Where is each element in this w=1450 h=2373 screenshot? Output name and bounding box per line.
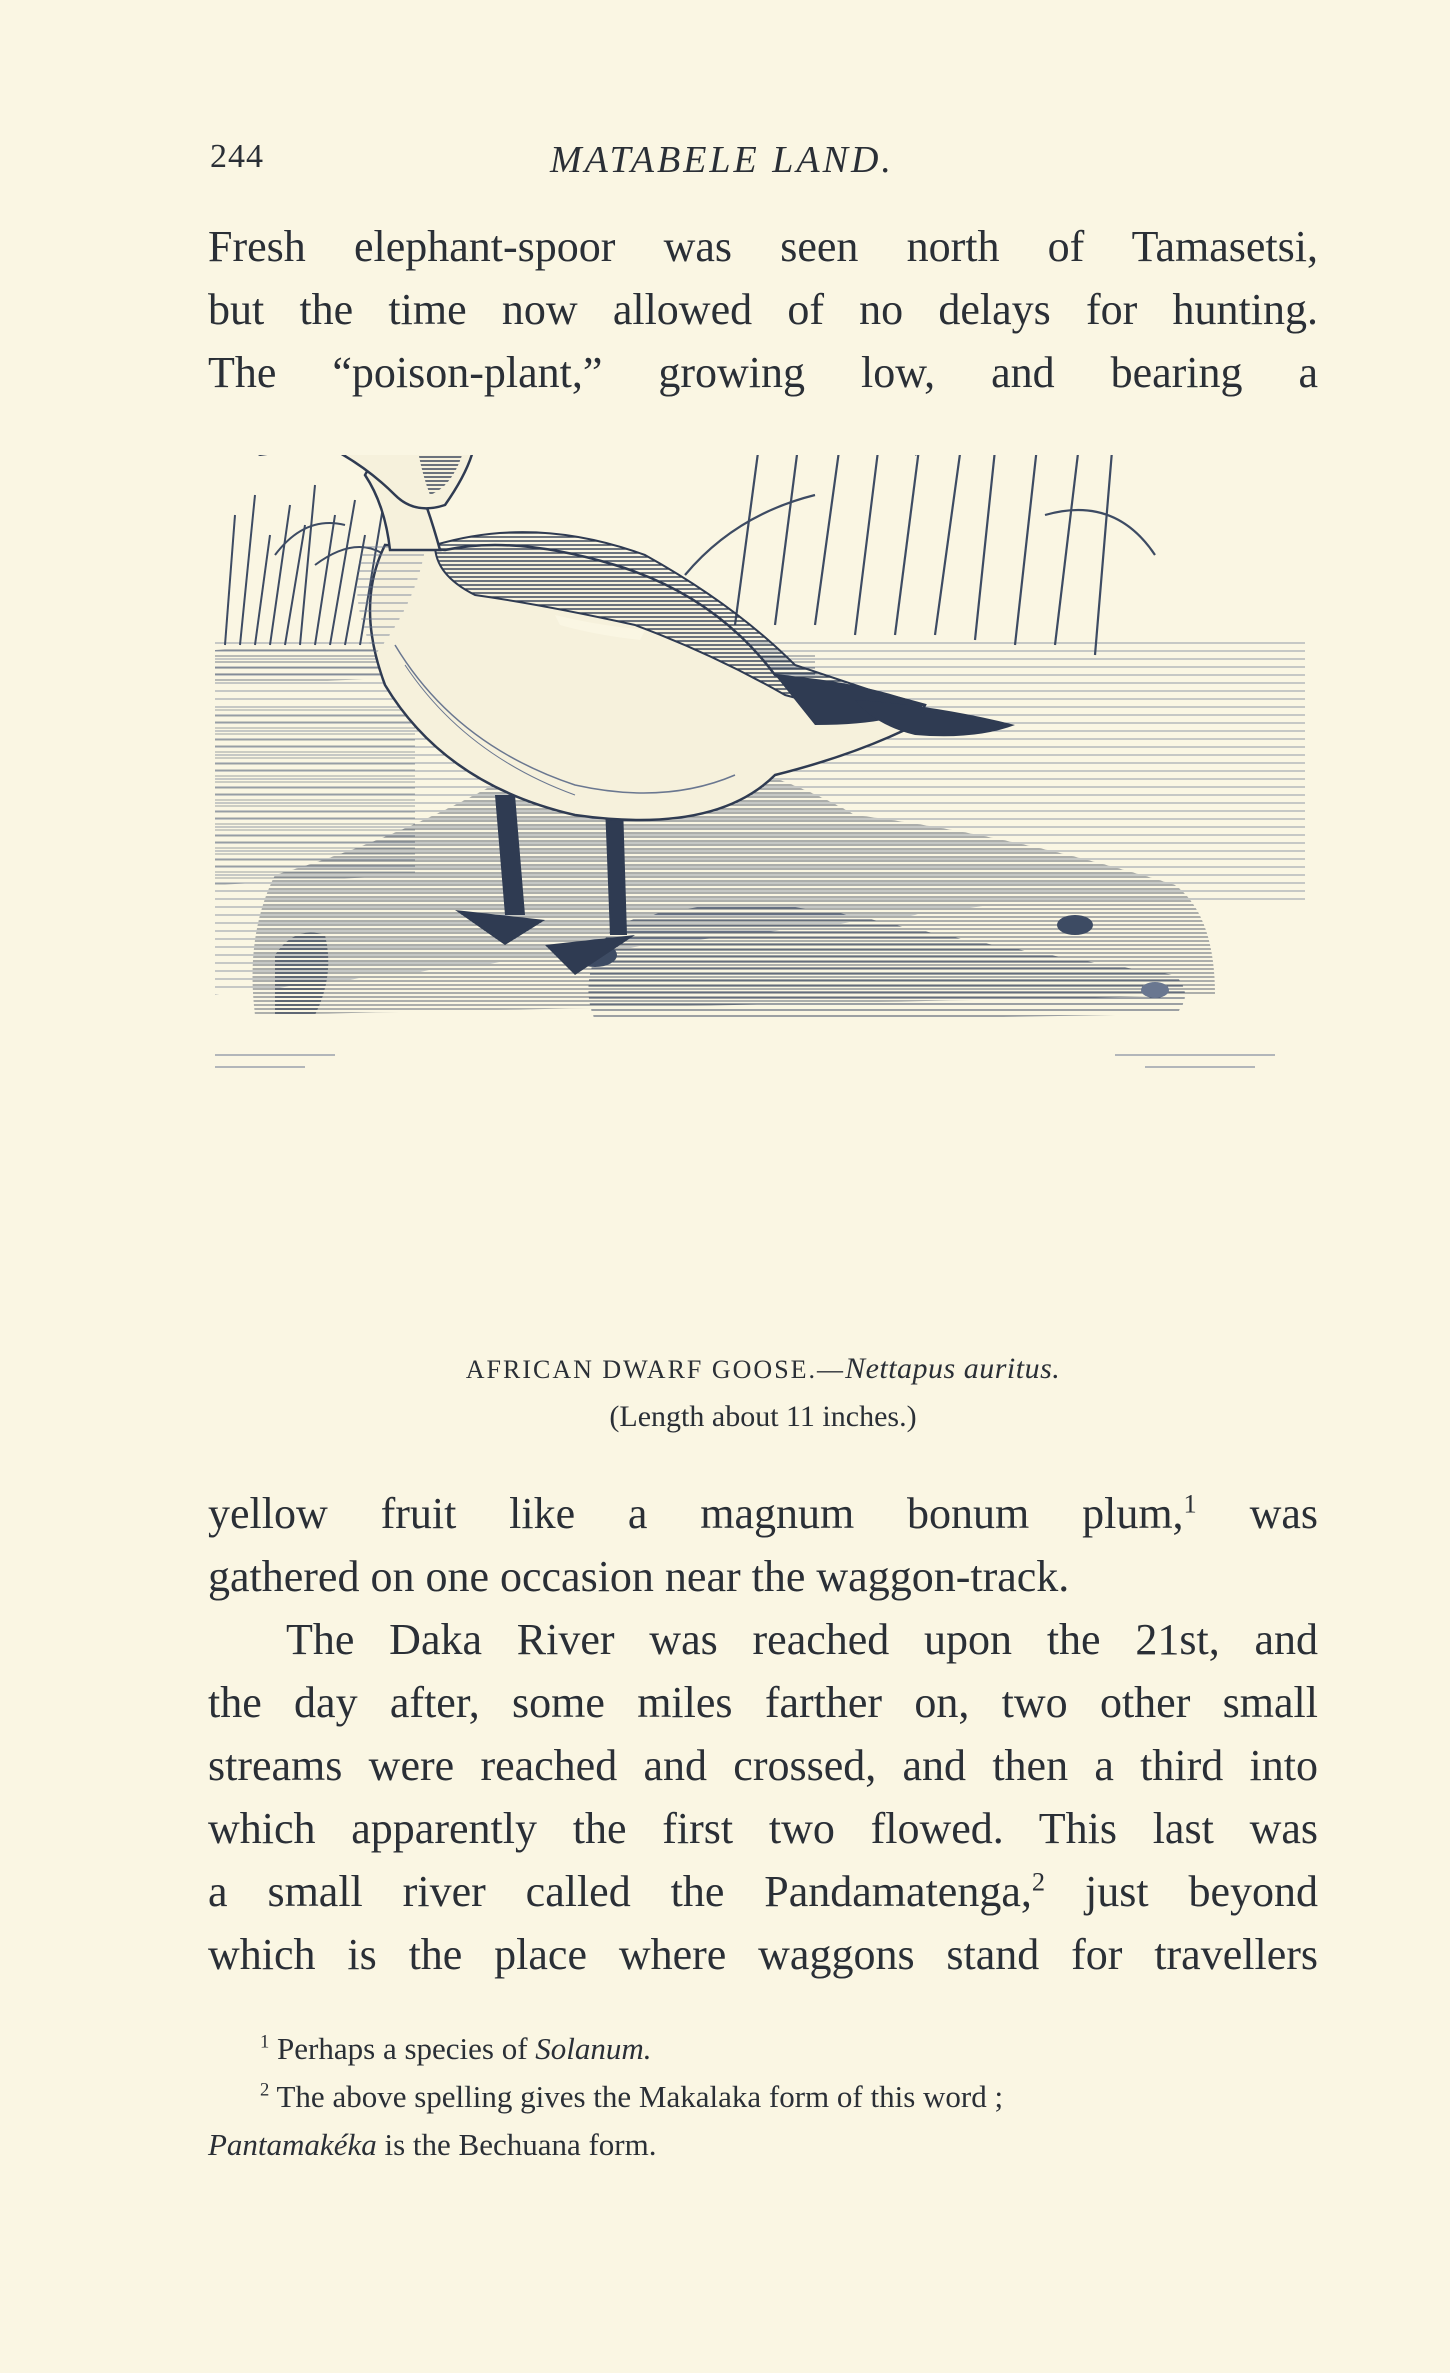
text-line bbox=[208, 1482, 1318, 1545]
footnote-ref: 2 bbox=[1031, 1866, 1046, 1897]
figure-caption bbox=[208, 1352, 1318, 1434]
paragraph-continued bbox=[208, 1482, 1318, 1986]
caption-title bbox=[208, 1352, 1318, 1386]
text-line: The Daka River was reached upon the 21st, and bbox=[286, 1615, 1318, 1664]
page-number: 244 bbox=[210, 138, 264, 175]
caption-size: (Length about 11 inches.) bbox=[609, 1400, 917, 1433]
text-span: yellow fruit like a magnum bonum plum, bbox=[208, 1489, 1184, 1538]
footnote-2 bbox=[208, 2073, 1318, 2121]
text-line: the day after, some miles farther on, two other small bbox=[208, 1678, 1318, 1727]
footnote-1 bbox=[208, 2025, 1318, 2073]
goose-engraving bbox=[215, 455, 1305, 1325]
text-line: The “poison-plant,” growing low, and bearing a bbox=[208, 348, 1318, 397]
text-line: Fresh elephant-spoor was seen north of Tamasetsi, bbox=[208, 222, 1318, 271]
page-header bbox=[210, 138, 1310, 188]
footnote-2-continued bbox=[208, 2121, 1318, 2169]
footnotes bbox=[208, 2025, 1318, 2169]
running-title: MATABELE LAND. bbox=[550, 139, 894, 181]
text-line: which is the place where waggons stand for travellers bbox=[208, 1930, 1318, 1979]
caption-common-name: AFRICAN DWARF GOOSE.— bbox=[465, 1355, 846, 1384]
footnote-text: is the Bechuana form. bbox=[376, 2127, 657, 2162]
text-line: but the time now allowed of no delays for hunting. bbox=[208, 285, 1318, 334]
text-line bbox=[208, 1860, 1318, 1923]
text-line: streams were reached and crossed, and then a third into bbox=[208, 1741, 1318, 1790]
footnote-marker: 2 bbox=[260, 2079, 270, 2101]
footnote-text: Perhaps a species of bbox=[277, 2031, 536, 2066]
text-span: just beyond bbox=[1045, 1867, 1318, 1916]
text-span: a small river called the Pandamatenga, bbox=[208, 1867, 1032, 1916]
footnote-marker: 1 bbox=[260, 2031, 270, 2053]
footnote-italic: Solanum. bbox=[535, 2031, 652, 2066]
footnote-text: The above spelling gives the Makalaka form of this word ; bbox=[276, 2079, 1004, 2114]
paragraph-top bbox=[208, 215, 1318, 404]
footnote-ref: 1 bbox=[1183, 1488, 1197, 1519]
text-line: gathered on one occasion near the waggon-track. bbox=[208, 1552, 1070, 1601]
footnote-italic: Pantamakéka bbox=[208, 2127, 377, 2162]
caption-latin-name: Nettapus auritus. bbox=[845, 1352, 1061, 1385]
text-line: which apparently the first two flowed. This last was bbox=[208, 1804, 1318, 1853]
text-span: was bbox=[1196, 1489, 1318, 1538]
